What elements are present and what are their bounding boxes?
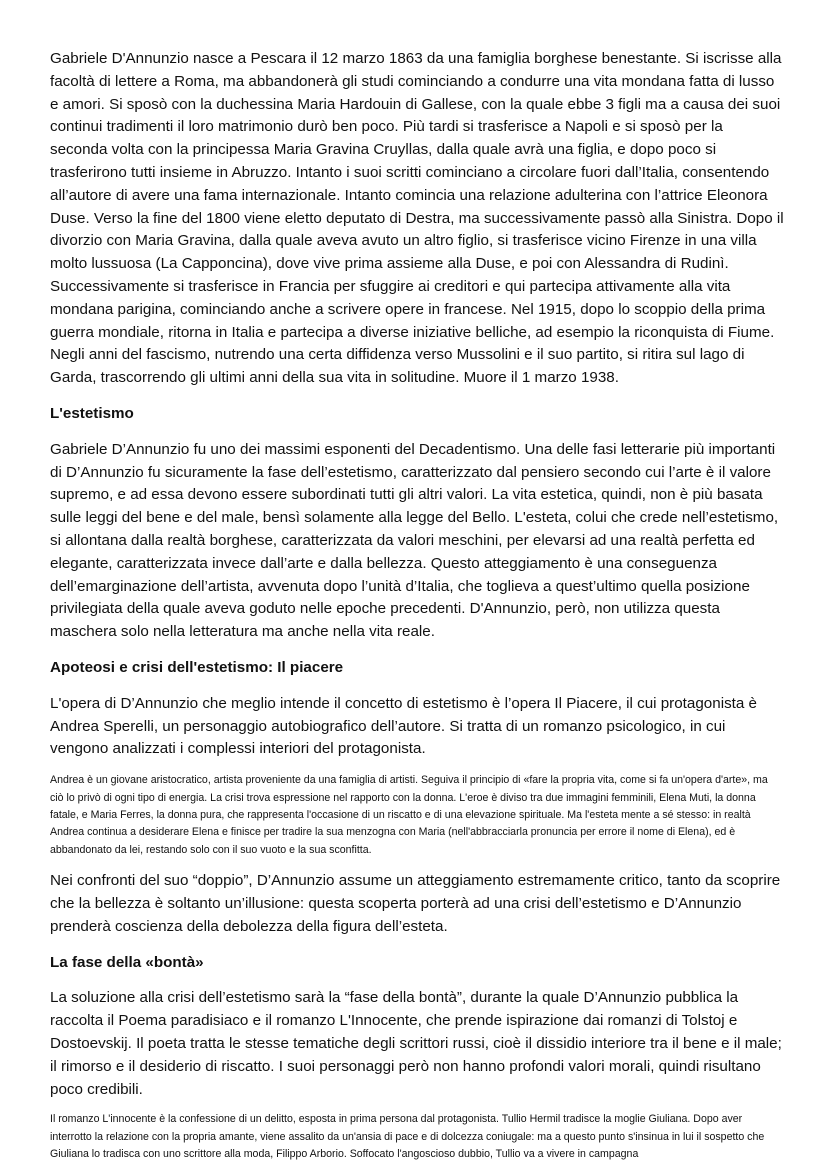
doppio-paragraph: Nei confronti del suo “doppio”, D’Annunzio assume un atteggiamento estremamente critico, tanto da scoprire che la bellezza è soltanto un’illusione: questa scoperta porterà ad una crisi dell’estetismo e D’Annunzio prenderà coscienza della debolezza della figura dell’esteta. [50,872,781,935]
innocente-plot-note: Il romanzo L'innocente è la confessione di un delitto, esposta in prima persona dal protagonista. Tullio Hermil tradisce la moglie Giuliana. Dopo aver interrotto la relazione con la propria amante, viene assalito da un'ansia di pace e di dolcezza coniugale: ma a questo punto s'insinua in lui il sospetto che Giuliana lo tradisca con uno scrittore alla moda, Filippo Arborio. Soffocato l'angoscioso dubbio, Tullio va a vivere in campagna [50,1113,765,1161]
estetismo-heading: L'estetismo [50,404,134,422]
document-page [50,48,784,1164]
biography-paragraph: Gabriele D'Annunzio nasce a Pescara il 12 marzo 1863 da una famiglia borghese benestante. Si iscrisse alla facoltà di lettere a Roma, ma abbandonerà gli studi cominciando a condurre una vita mondana fatta di lusso e amori. Si sposò con la duchessina Maria Hardouin di Gallese, con la quale ebbe 3 figli ma a causa dei suoi continui tradimenti il loro matrimonio durò ben poco. Più tardi si trasferisce a Napoli e si sposò per la seconda volta con la principessa Maria Gravina Cruyllas, dalla quale avrà una figlia, e dopo poco si trasferirono tutti insieme in Abruzzo. Intanto i suoi scritti cominciano a circolare fuori dall’Italia, consentendo all’autore di avere una fama internazionale. Intanto comincia una relazione adulterina con l’attrice Eleonora Duse. Verso la fine del 1800 viene eletto deputato di Destra, ma successivamente passò alla Sinistra. Dopo il divorzio con Maria Gravina, dalla quale aveva avuto un altro figlio, si trasferisce vicino Firenze in una villa molto lussuosa (La Capponcina), dove vive prima assieme alla Duse, e poi con Alessandra di Rudinì. Successivamente si trasferisce in Francia per sfuggire ai creditori e qui partecipa attivamente alla vita mondana parigina, cominciando anche a scrivere opere in francese. Nel 1915, dopo lo scoppio della prima guerra mondiale, ritorna in Italia e partecipa a diverse iniziative belliche, ad esempio la riconquista di Fiume. Negli anni del fascismo, nutrendo una certa diffidenza verso Mussolini e il suo partito, si ritira sul lago di Garda, trascorrendo gli ultimi anni della sua vita in solitudine. Muore il 1 marzo 1938. [50,50,784,387]
piacere-plot-note: Andrea è un giovane aristocratico, artista proveniente da una famiglia di artisti. Seguiva il principio di «fare la propria vita, come si fa un'opera d'arte», ma ciò lo privò di ogni tipo di energia. La crisi trova espressione nel rapporto con la donna. L'eroe è diviso tra due immagini femminili, Elena Muti, la donna fatale, e Maria Ferres, la donna pura, che rappresenta l'occasione di un riscatto e di una elevazione spirituale. Ma l'esteta mente a sé stesso: in realtà Andrea continua a desiderare Elena e finisce per tradire la sua menzogna con Maria (nell'abbracciarla pronuncia per errore il nome di Elena), ed è abbandonato da lei, restando solo con il suo vuoto e la sua sconfitta. [50,774,768,856]
piacere-paragraph: L'opera di D’Annunzio che meglio intende il concetto di estetismo è l’opera Il Piacere, il cui protagonista è Andrea Sperelli, un personaggio autobiografico dell’autore. Si tratta di un romanzo psicologico, in cui vengono analizzati i complessi interiori del protagonista. [50,694,757,758]
bonta-paragraph: La soluzione alla crisi dell’estetismo sarà la “fase della bontà”, durante la quale D’Annunzio pubblica la raccolta il Poema paradisiaco e il romanzo L'Innocente, che prende ispirazione dai romanzi di Tolstoj e Dostoevskij. Il poeta tratta le stesse tematiche degli scrittori russi, cioè il dissidio interiore tra il bene e il male; il rimorso e il desiderio di riscatto. I suoi personaggi però non hanno profondi valori morali, quindi risultano poco credibili. [50,989,782,1098]
estetismo-paragraph: Gabriele D’Annunzio fu uno dei massimi esponenti del Decadentismo. Una delle fasi letterarie più importanti di D’Annunzio fu sicuramente la fase dell’estetismo, caratterizzato dal pensiero secondo cui l’arte è il valore supremo, e ad essa devono essere subordinati tutti gli altri valori. La vita estetica, quindi, non è più basata sulle leggi del bene e del male, bensì solamente alla legge del Bello. L'esteta, colui che crede nell’estetismo, si allontana dalla realtà borghese, caratterizzata da valori meschini, per elevarsi ad una realtà perfetta ed elegante, caratterizzata invece dall’arte e dalla bellezza. Questo atteggiamento è una conseguenza dell’emarginazione dell’artista, avvenuta dopo l’unità d’Italia, che toglieva a quest’ultimo quella posizione privilegiata della quale aveva goduto nelle epoche precedenti. D'Annunzio, però, non utilizza questa maschera solo nella letteratura ma anche nella vita reale. [50,440,779,641]
bonta-heading: La fase della «bontà» [50,953,204,971]
piacere-heading: Apoteosi e crisi dell'estetismo: Il piacere [50,658,344,676]
